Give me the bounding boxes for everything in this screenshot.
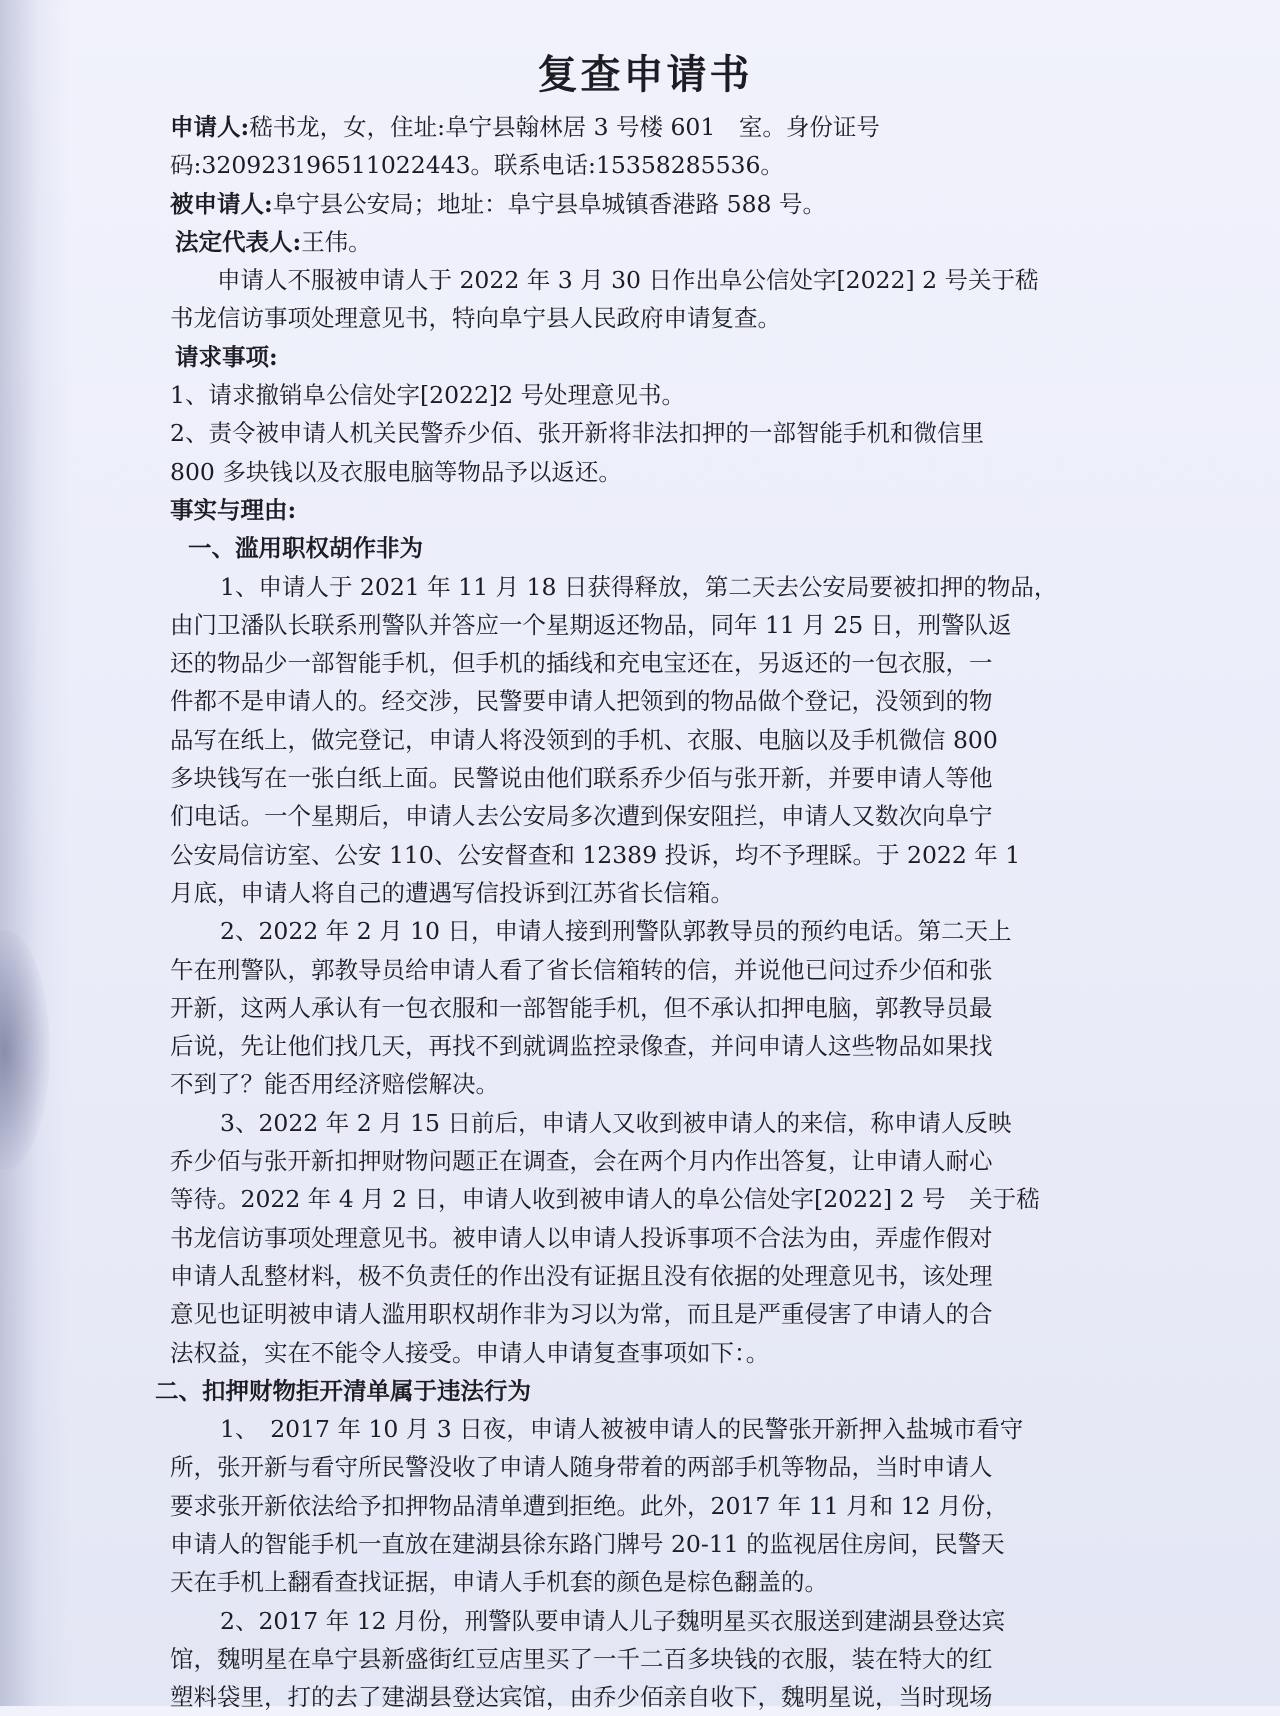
applicant-text-1: 嵇书龙，女，住址:阜宁县翰林居 3 号楼 601 室。身份证号 <box>249 113 880 141</box>
section1-line: 由门卫潘队长联系刑警队并答应一个星期返还物品，同年 11 月 25 日，刑警队返 <box>170 610 1012 639</box>
applicant-line-2: 码:320923196511022443。联系电话:15358285536。 <box>170 151 784 180</box>
section2-heading: 二、扣押财物拒开清单属于违法行为 <box>155 1376 531 1405</box>
respondent-label: 被申请人: <box>170 189 273 218</box>
section2-line: 天在手机上翻看查找证据，申请人手机套的颜色是棕色翻盖的。 <box>170 1568 828 1597</box>
section2-line: 馆，魏明星在阜宁县新盛街红豆店里买了一千二百多块钱的衣服，装在特大的红 <box>170 1644 993 1673</box>
section2-line: 2、2017 年 12 月份，刑警队要申请人儿子魏明星买衣服送到建湖县登达宾 <box>220 1606 1006 1635</box>
section2-line: 所，张开新与看守所民警没收了申请人随身带着的两部手机等物品，当时申请人 <box>170 1453 993 1482</box>
section1-line: 月底，申请人将自己的遭遇写信投诉到江苏省长信箱。 <box>170 878 734 907</box>
applicant-line-1 <box>170 108 1140 146</box>
section2-line: 要求张开新依法给予扣押物品清单遭到拒绝。此外，2017 年 11 月和 12 月份， <box>170 1491 1009 1520</box>
section1-line: 申请人乱整材料，极不负责任的作出没有证据且没有依据的处理意见书，该处理 <box>170 1261 993 1290</box>
section2-line: 塑料袋里，打的去了建湖县登达宾馆，由乔少佰亲自收下，魏明星说，当时现场 <box>170 1683 993 1712</box>
section1-line: 乔少佰与张开新扣押财物问题正在调查，会在两个月内作出答复，让申请人耐心 <box>170 1147 993 1176</box>
document-title: 复查申请书 <box>537 51 753 98</box>
section1-line: 法权益，实在不能令人接受。申请人申请复查事项如下：。 <box>170 1338 770 1367</box>
section1-line: 1、申请人于 2021 年 11 月 18 日获得释放，第二天去公安局要被扣押的物品， <box>220 572 1058 601</box>
section1-line: 后说，先让他们找几天，再找不到就调监控录像查，并问申请人这些物品如果找 <box>170 1032 993 1061</box>
section1-heading: 一、滥用职权胡作非为 <box>188 534 423 563</box>
section1-line: 不到了？能否用经济赔偿解决。 <box>170 1070 499 1099</box>
section1-line: 公安局信访室、公安 110、公安督查和 12389 投诉，均不予理睬。于 2022 年 1 <box>170 840 1021 869</box>
request-item: 1、请求撤销阜公信处字[2022]2 号处理意见书。 <box>170 381 686 410</box>
requests-heading: 请求事项: <box>175 342 278 371</box>
section1-line: 开新，这两人承认有一包衣服和一部智能手机，但不承认扣押电脑，郭教导员最 <box>170 993 993 1022</box>
section1-line: 等待。2022 年 4 月 2 日，申请人收到被申请人的阜公信处字[2022] 2 号 关于嵇 <box>170 1185 1040 1214</box>
respondent-line <box>170 185 1140 223</box>
section1-line: 还的物品少一部智能手机，但手机的插线和充电宝还在，另返还的一包衣服，一 <box>170 649 993 678</box>
section2-line: 1、 2017 年 10 月 3 日夜，申请人被被申请人的民警张开新押入盐城市看守 <box>220 1415 1024 1444</box>
intro-line: 申请人不服被申请人于 2022 年 3 月 30 日作出阜公信处字[2022] 2 号关于嵇 <box>217 266 1039 295</box>
section1-line: 件都不是申请人的。经交涉，民警要申请人把领到的物品做个登记，没领到的物 <box>170 687 993 716</box>
section1-line: 们电话。一个星期后，申请人去公安局多次遭到保安阻拦，申请人又数次向阜宁 <box>170 802 993 831</box>
legal-rep-line <box>170 223 1140 261</box>
section1-line: 午在刑警队，郭教导员给申请人看了省长信箱转的信，并说他已问过乔少佰和张 <box>170 955 993 984</box>
legal-rep-text: 王伟。 <box>301 227 372 256</box>
intro-line: 书龙信访事项处理意见书，特向阜宁县人民政府申请复查。 <box>170 304 781 333</box>
section1-line: 意见也证明被申请人滥用职权胡作非为习以为常，而且是严重侵害了申请人的合 <box>170 1300 993 1329</box>
request-item: 2、责令被申请人机关民警乔少佰、张开新将非法扣押的一部智能手机和微信里 <box>170 419 984 448</box>
section1-line: 书龙信访事项处理意见书。被申请人以申请人投诉事项不合法为由，弄虚作假对 <box>170 1223 993 1252</box>
legal-rep-label: 法定代表人: <box>175 227 302 256</box>
facts-heading: 事实与理由: <box>170 495 297 524</box>
document-page <box>155 40 1140 1716</box>
section2-line: 申请人的智能手机一直放在建湖县徐东路门牌号 20-11 的监视居住房间，民警天 <box>170 1529 1005 1558</box>
section1-line: 3、2022 年 2 月 15 日前后，申请人又收到被申请人的来信，称申请人反映 <box>220 1108 1012 1137</box>
respondent-text: 阜宁县公安局；地址：阜宁县阜城镇香港路 588 号。 <box>272 189 826 218</box>
section1-line: 多块钱写在一张白纸上面。民警说由他们联系乔少佰与张开新，并要申请人等他 <box>170 764 993 793</box>
page-shadow-left <box>0 0 70 1706</box>
applicant-label: 申请人: <box>170 113 250 141</box>
section1-line: 2、2022 年 2 月 10 日，申请人接到刑警队郭教导员的预约电话。第二天上 <box>220 917 1012 946</box>
section1-line: 品写在纸上，做完登记，申请人将没领到的手机、衣服、电脑以及手机微信 800 <box>170 725 998 754</box>
request-item: 800 多块钱以及衣服电脑等物品予以返还。 <box>170 457 622 486</box>
